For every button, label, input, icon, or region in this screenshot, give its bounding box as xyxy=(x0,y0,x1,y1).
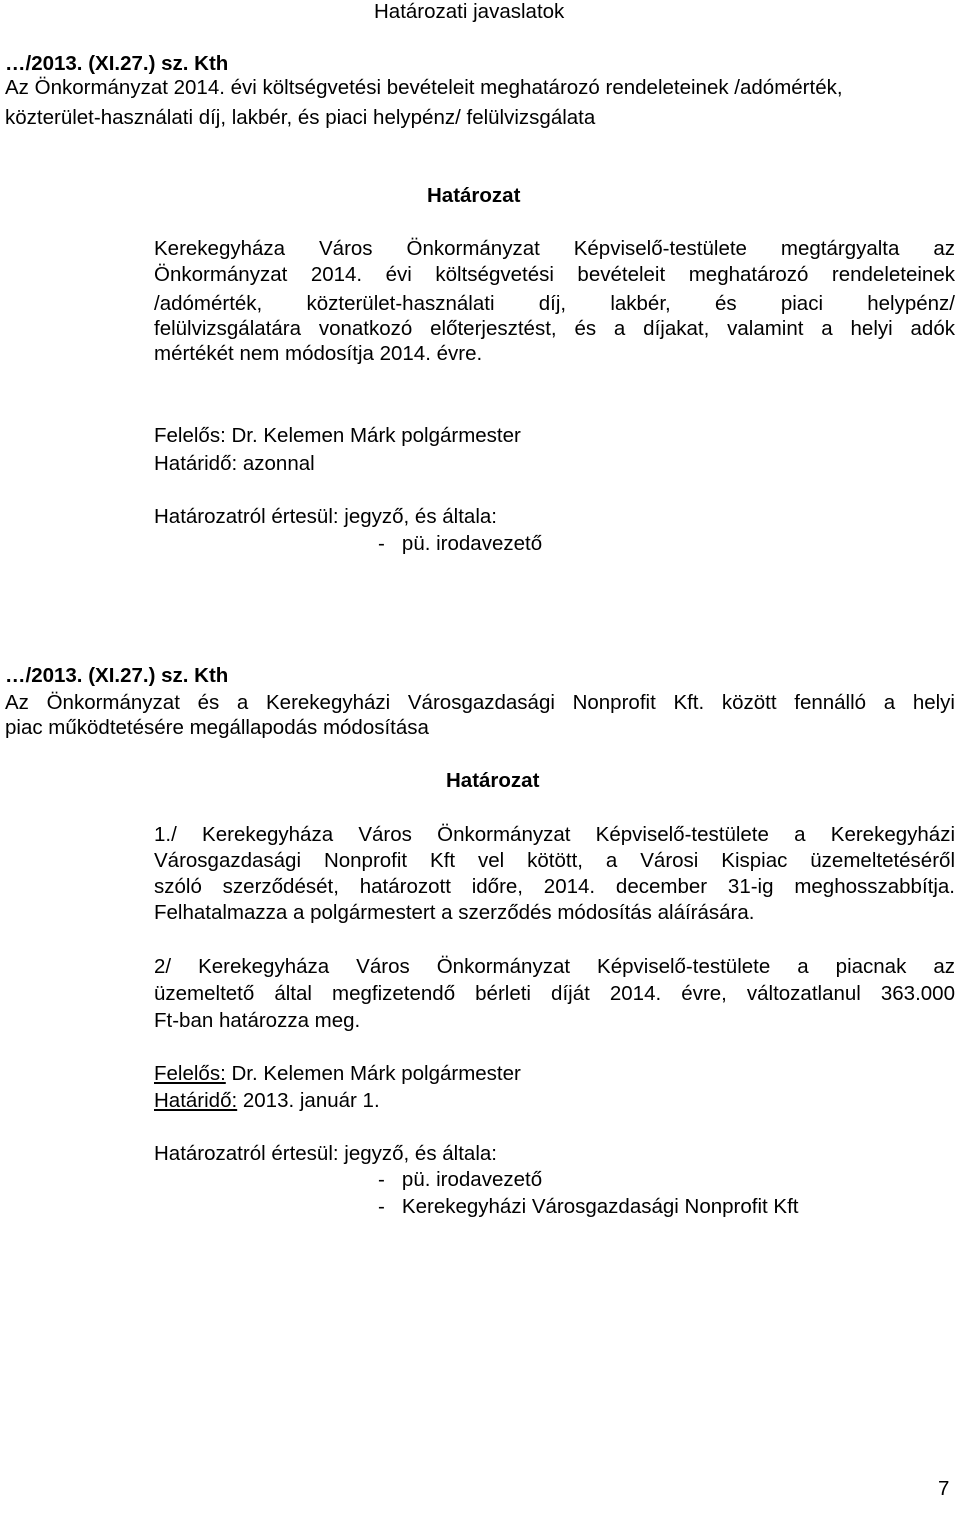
resolution-subject-2-line-1: Az Önkormányzat és a Kerekegyházi Városgazdasági Nonprofit Kft. között fennálló a helyi xyxy=(5,691,955,714)
responsible-2-label: Felelős: xyxy=(154,1062,226,1085)
resolution-subject-1-line-2: közterület-használati díj, lakbér, és piaci helypénz/ felülvizsgálata xyxy=(5,106,596,129)
responsible-1: Felelős: Dr. Kelemen Márk polgármester xyxy=(154,424,521,447)
responsible-2-value: Dr. Kelemen Márk polgármester xyxy=(225,1062,521,1085)
recipient-2-1: - pü. irodavezető xyxy=(378,1168,543,1191)
resolution-body-1-line-2: Önkormányzat 2014. évi költségvetési bevételeit meghatározó rendeleteinek xyxy=(154,263,955,286)
resolution-body-2-p1-line-2: Városgazdasági Nonprofit Kft vel kötött, a Városi Kispiac üzemeltetéséről xyxy=(154,849,955,872)
resolution-heading-1: Határozat xyxy=(427,184,521,207)
resolution-body-2-p1-line-4: Felhatalmazza a polgármestert a szerződés módosítás aláírására. xyxy=(154,901,755,924)
deadline-2-value: 2013. január 1. xyxy=(237,1089,380,1112)
resolution-subject-1-line-1: Az Önkormányzat 2014. évi költségvetési bevételeit meghatározó rendeleteinek /adómérték, xyxy=(5,76,843,99)
resolution-body-1-line-4: felülvizsgálatára vonatkozó előterjesztést, és a díjakat, valamint a helyi adók xyxy=(154,317,955,340)
resolution-body-2-p2-line-2: üzemeltető által megfizetendő bérleti díját 2014. évre, változatlanul 363.000 xyxy=(154,982,955,1005)
resolution-body-2-p1-line-1: 1./ Kerekegyháza Város Önkormányzat Képviselő-testülete a Kerekegyházi xyxy=(154,823,955,846)
resolution-body-1-line-1: Kerekegyháza Város Önkormányzat Képviselő-testülete megtárgyalta az xyxy=(154,237,955,260)
deadline-2-label: Határidő: xyxy=(154,1089,238,1112)
resolution-body-1-line-3: /adómérték, közterület-használati díj, lakbér, és piaci helypénz/ xyxy=(154,292,955,315)
resolution-body-2-p1-line-3: szóló szerződését, határozott időre, 2014. december 31-ig meghosszabbítja. xyxy=(154,875,955,898)
recipient-2-2: - Kerekegyházi Városgazdasági Nonprofit Kft xyxy=(378,1195,799,1218)
resolution-subject-2-line-2: piac működtetésére megállapodás módosítása xyxy=(5,716,429,739)
notified-2: Határozatról értesül: jegyző, és általa: xyxy=(154,1142,497,1165)
responsible-2 xyxy=(154,1062,521,1086)
resolution-body-2-p2-line-1: 2/ Kerekegyháza Város Önkormányzat Képviselő-testülete a piacnak az xyxy=(154,955,955,978)
deadline-2 xyxy=(154,1089,380,1113)
resolution-number-2: …/2013. (XI.27.) sz. Kth xyxy=(5,664,229,687)
notified-1: Határozatról értesül: jegyző, és általa: xyxy=(154,505,497,528)
resolution-body-1-line-5: mértékét nem módosítja 2014. évre. xyxy=(154,342,483,365)
deadline-1: Határidő: azonnal xyxy=(154,452,315,475)
page-header: Határozati javaslatok xyxy=(374,0,565,23)
resolution-heading-2: Határozat xyxy=(446,769,540,792)
recipient-1-1: - pü. irodavezető xyxy=(378,532,543,555)
page-number: 7 xyxy=(938,1477,950,1500)
resolution-number-1: …/2013. (XI.27.) sz. Kth xyxy=(5,52,229,75)
resolution-body-2-p2-line-3: Ft-ban határozza meg. xyxy=(154,1009,361,1032)
